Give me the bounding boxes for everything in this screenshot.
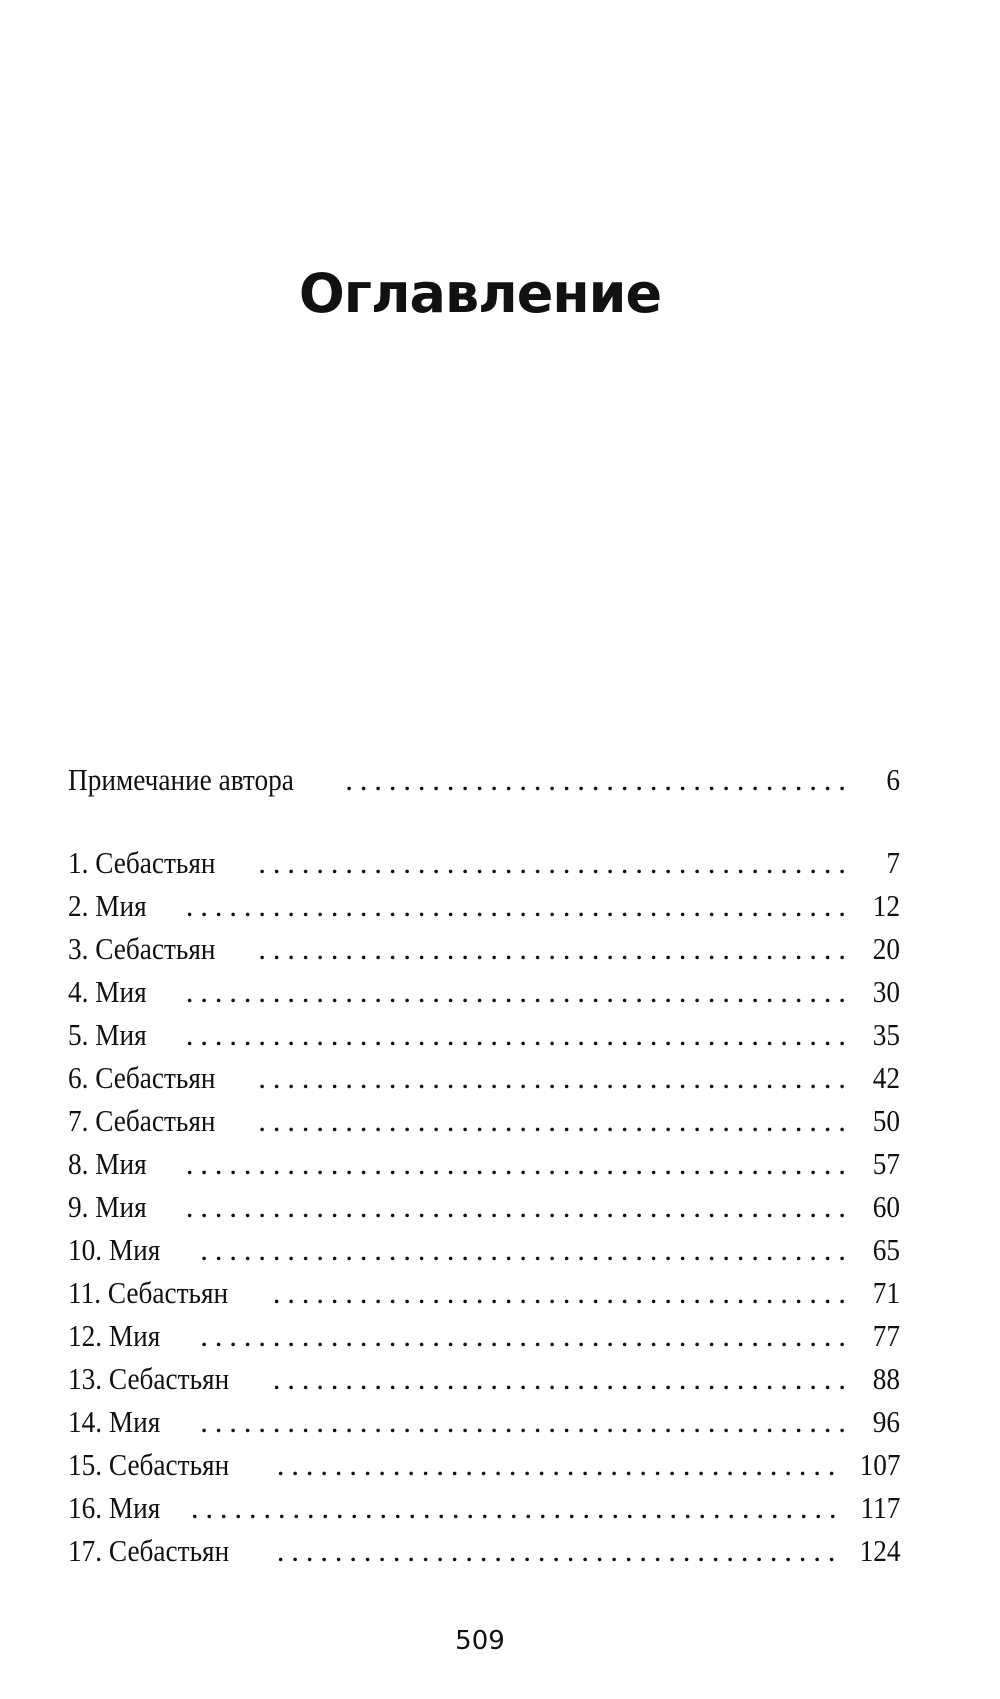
toc-entry-page: 6 <box>886 762 900 797</box>
toc-entry-label: 14. Мия <box>68 1404 161 1439</box>
dot-leader <box>271 1447 835 1483</box>
dot-leader <box>177 1189 846 1225</box>
toc-entry <box>68 1017 900 1060</box>
toc-entry <box>68 1361 900 1404</box>
dot-leader <box>345 762 846 798</box>
toc-entry <box>68 1275 900 1318</box>
toc-entry-page: 35 <box>872 1017 900 1052</box>
toc-entry-page: 30 <box>872 974 900 1009</box>
toc-entry <box>68 1404 900 1447</box>
dot-leader <box>177 974 846 1010</box>
toc-entry-page: 117 <box>860 1490 900 1525</box>
toc-entry <box>68 1103 900 1146</box>
toc-entry-page: 12 <box>872 888 900 923</box>
dot-leader <box>193 1490 837 1526</box>
toc-entry-page: 7 <box>886 845 900 880</box>
front-matter-list <box>68 762 900 805</box>
dot-leader <box>271 1533 835 1569</box>
toc-entry-label: 5. Мия <box>68 1017 147 1052</box>
toc-entry-page: 77 <box>872 1318 900 1353</box>
toc-entry <box>68 1060 900 1103</box>
dot-leader <box>177 1146 846 1182</box>
page-number: 509 <box>455 1626 505 1656</box>
toc-entry <box>68 931 900 974</box>
dot-leader <box>193 1318 846 1354</box>
toc-entry-label: 16. Мия <box>68 1490 161 1525</box>
toc-entry-label: 13. Себастьян <box>68 1361 230 1396</box>
toc-entry-label: 8. Мия <box>68 1146 147 1181</box>
toc-entry-page: 57 <box>872 1146 900 1181</box>
toc-entry <box>68 888 900 931</box>
toc-entry <box>68 974 900 1017</box>
toc-entry <box>68 1189 900 1232</box>
toc-entry-label: 10. Мия <box>68 1232 161 1267</box>
toc-entry-label: 2. Мия <box>68 888 147 923</box>
toc-entry-page: 20 <box>872 931 900 966</box>
toc-entry-label: 1. Себастьян <box>68 845 216 880</box>
toc-entry-label: 12. Мия <box>68 1318 161 1353</box>
toc-entry-label: 3. Себастьян <box>68 931 216 966</box>
dot-leader <box>256 1060 846 1096</box>
toc-entry <box>68 1146 900 1189</box>
toc-entry-label: Примечание автора <box>68 762 294 797</box>
toc-entry-label: 9. Мия <box>68 1189 147 1224</box>
dot-leader <box>271 1361 846 1397</box>
toc-entry-page: 107 <box>859 1447 900 1482</box>
toc-entry-label: 7. Себастьян <box>68 1103 216 1138</box>
dot-leader <box>177 888 846 924</box>
toc-entry-label: 17. Себастьян <box>68 1533 230 1568</box>
toc-entry-page: 88 <box>872 1361 900 1396</box>
toc-entry <box>68 762 900 805</box>
toc-entry <box>68 845 900 888</box>
page-title: Оглавление <box>298 262 662 325</box>
toc-entry-label: 4. Мия <box>68 974 147 1009</box>
toc-entry <box>68 1447 900 1490</box>
dot-leader <box>177 1017 846 1053</box>
dot-leader <box>256 845 846 881</box>
toc-entry-page: 124 <box>859 1533 900 1568</box>
chapter-list <box>68 845 900 1576</box>
toc-entry <box>68 1490 900 1533</box>
dot-leader <box>256 1103 846 1139</box>
dot-leader <box>256 931 846 967</box>
toc-entry <box>68 1533 900 1576</box>
dot-leader <box>193 1404 846 1440</box>
dot-leader <box>193 1232 846 1268</box>
toc-entry-label: 11. Себастьян <box>68 1275 229 1310</box>
toc-entry-page: 65 <box>872 1232 900 1267</box>
toc-entry <box>68 1318 900 1361</box>
dot-leader <box>270 1275 846 1311</box>
toc-entry <box>68 1232 900 1275</box>
toc-entry-page: 60 <box>872 1189 900 1224</box>
toc-entry-page: 71 <box>872 1275 900 1310</box>
toc-entry-label: 6. Себастьян <box>68 1060 216 1095</box>
toc-entry-page: 42 <box>872 1060 900 1095</box>
toc-entry-page: 50 <box>872 1103 900 1138</box>
toc-entry-label: 15. Себастьян <box>68 1447 230 1482</box>
toc-entry-page: 96 <box>872 1404 900 1439</box>
